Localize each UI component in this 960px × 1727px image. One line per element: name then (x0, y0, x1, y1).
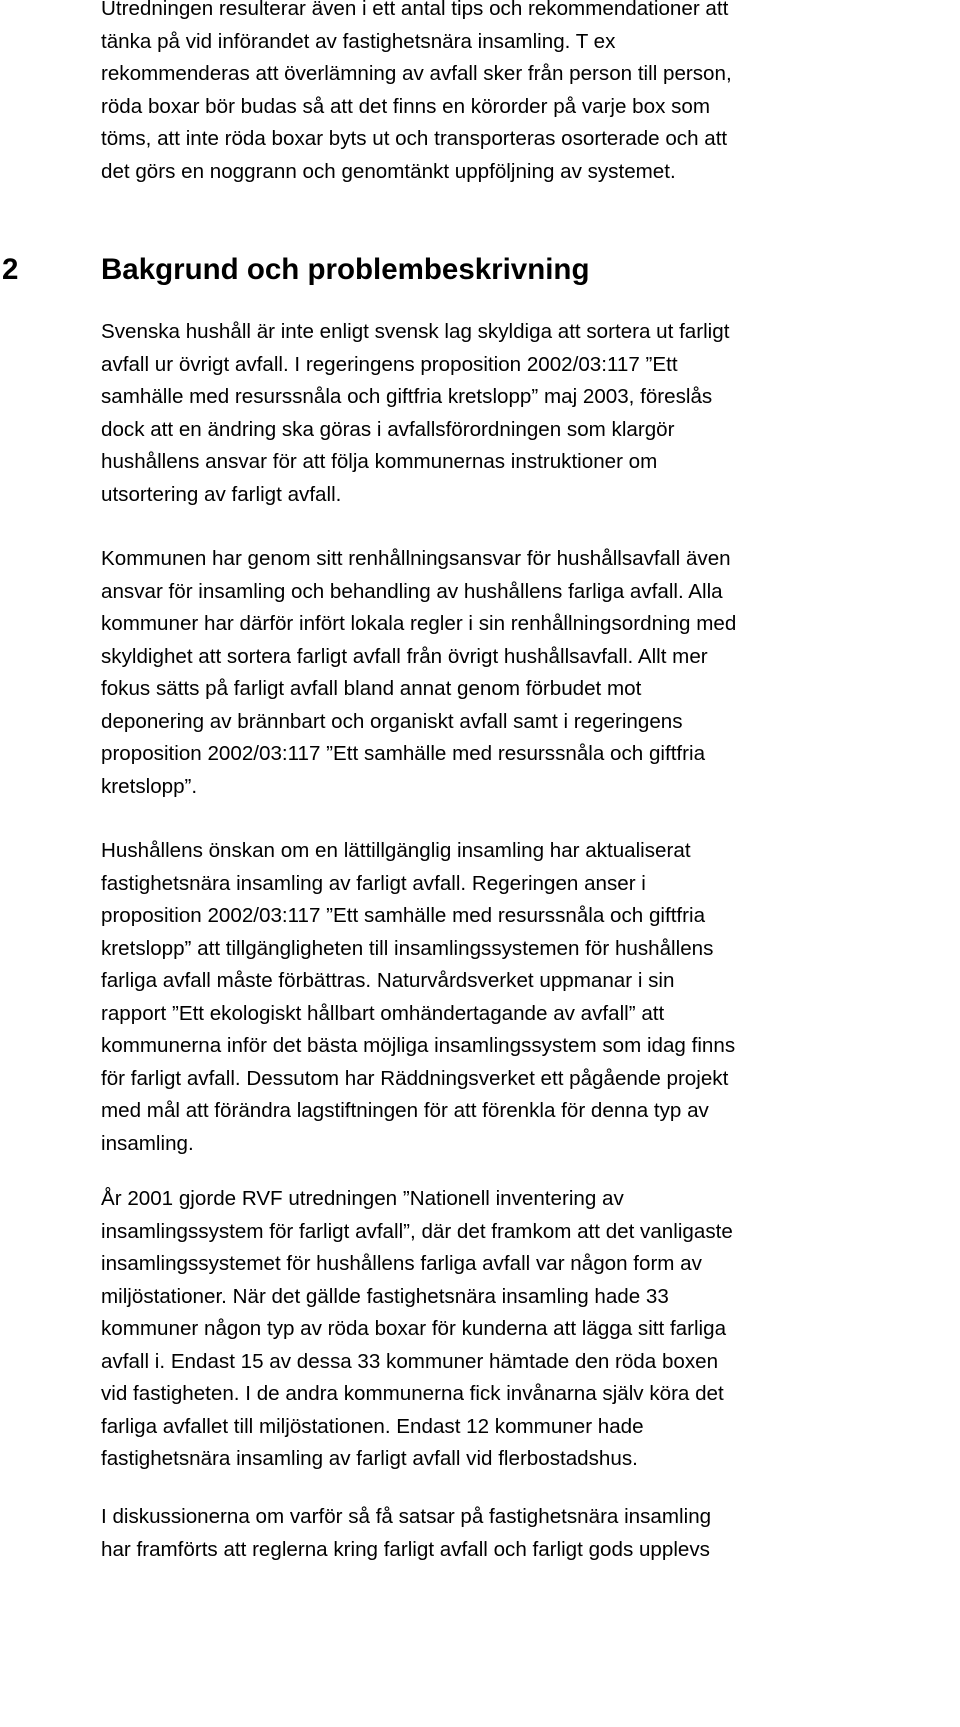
text-line: Svenska hushåll är inte enligt svensk lag skyldiga att sortera ut farligt (101, 320, 730, 343)
text-line: rapport ”Ett ekologiskt hållbart omhändertagande av avfall” att (101, 1001, 665, 1025)
text-line: vid fastigheten. I de andra kommunerna fick invånarna själv köra det (101, 1382, 724, 1405)
text-line: deponering av brännbart och organiskt avfall samt i regeringens (101, 709, 683, 733)
text-line: insamlingssystem för farligt avfall”, där det framkom att det vanligaste (101, 1219, 733, 1243)
text-line: kretslopp” att tillgängligheten till insamlingssystemen för hushållens (101, 936, 714, 960)
text-line: kommuner någon typ av röda boxar för kunderna att lägga sitt farliga (101, 1317, 727, 1340)
body-paragraph (101, 1501, 881, 1566)
text-line: proposition 2002/03:117 ”Ett samhälle med resurssnåla och giftfria (101, 904, 706, 927)
text-line: för farligt avfall. Dessutom har Räddningsverket ett pågående projekt (101, 1066, 729, 1090)
text-line: det görs en noggrann och genomtänkt uppföljning av systemet. (101, 159, 676, 183)
text-line: fastighetsnära insamling av farligt avfall vid flerbostadshus. (101, 1447, 638, 1470)
section-title: Bakgrund och problembeskrivning (101, 253, 590, 286)
text-line: farliga avfall måste förbättras. Naturvårdsverket uppmanar i sin (101, 969, 675, 992)
text-line: kommunerna inför det bästa möjliga insamlingssystem som idag finns (101, 1034, 736, 1057)
text-line: kretslopp”. (101, 774, 198, 798)
text-line: samhälle med resurssnåla och giftfria kretslopp” maj 2003, föreslås (101, 385, 713, 408)
text-line: Utredningen resulterar även i ett antal tips och rekommendationer att (101, 0, 729, 20)
text-line: utsortering av farligt avfall. (101, 482, 342, 506)
intro-paragraph (101, 0, 881, 188)
text-line: fokus sätts på farligt avfall bland annat genom förbudet mot (101, 677, 642, 700)
body-paragraph (101, 316, 881, 511)
text-line: hushållens ansvar för att följa kommunernas instruktioner om (101, 450, 658, 473)
text-line: insamling. (101, 1131, 194, 1155)
text-line: dock att en ändring ska göras i avfallsförordningen som klargör (101, 417, 675, 441)
text-line: ansvar för insamling och behandling av hushållens farliga avfall. Alla (101, 579, 723, 603)
text-line: tänka på vid införandet av fastighetsnära insamling. T ex (101, 29, 616, 53)
text-line: I diskussionerna om varför så få satsar på fastighetsnära insamling (101, 1505, 712, 1528)
text-line: har framförts att reglerna kring farligt avfall och farligt gods upplevs (101, 1537, 710, 1561)
text-line: med mål att förändra lagstiftningen för att förenkla för denna typ av (101, 1099, 709, 1122)
text-line: År 2001 gjorde RVF utredningen ”Nationell inventering av (101, 1187, 624, 1210)
text-line: fastighetsnära insamling av farligt avfall. Regeringen anser i (101, 871, 646, 895)
text-line: röda boxar bör budas så att det finns en körorder på varje box som (101, 94, 711, 118)
body-paragraph (101, 835, 881, 1160)
text-line: töms, att inte röda boxar byts ut och transporteras osorterade och att (101, 127, 728, 150)
body-paragraph (101, 1183, 881, 1476)
body-paragraph (101, 543, 881, 803)
text-line: farliga avfallet till miljöstationen. Endast 12 kommuner hade (101, 1414, 644, 1438)
text-line: proposition 2002/03:117 ”Ett samhälle med resurssnåla och giftfria (101, 742, 706, 765)
text-line: kommuner har därför infört lokala regler i sin renhållningsordning med (101, 612, 737, 635)
text-line: insamlingssystemet för hushållens farliga avfall var någon form av (101, 1252, 702, 1275)
text-line: rekommenderas att överlämning av avfall sker från person till person, (101, 62, 732, 85)
text-line: avfall ur övrigt avfall. I regeringens proposition 2002/03:117 ”Ett (101, 352, 678, 376)
text-line: Hushållens önskan om en lättillgänglig insamling har aktualiserat (101, 839, 691, 862)
text-line: Kommunen har genom sitt renhållningsansvar för hushållsavfall även (101, 547, 731, 570)
text-line: avfall i. Endast 15 av dessa 33 kommuner hämtade den röda boxen (101, 1349, 719, 1373)
section-heading (0, 247, 960, 293)
section-number: 2 (2, 253, 19, 286)
text-line: miljöstationer. När det gällde fastighetsnära insamling hade 33 (101, 1284, 669, 1308)
text-line: skyldighet att sortera farligt avfall från övrigt hushållsavfall. Allt mer (101, 644, 708, 668)
